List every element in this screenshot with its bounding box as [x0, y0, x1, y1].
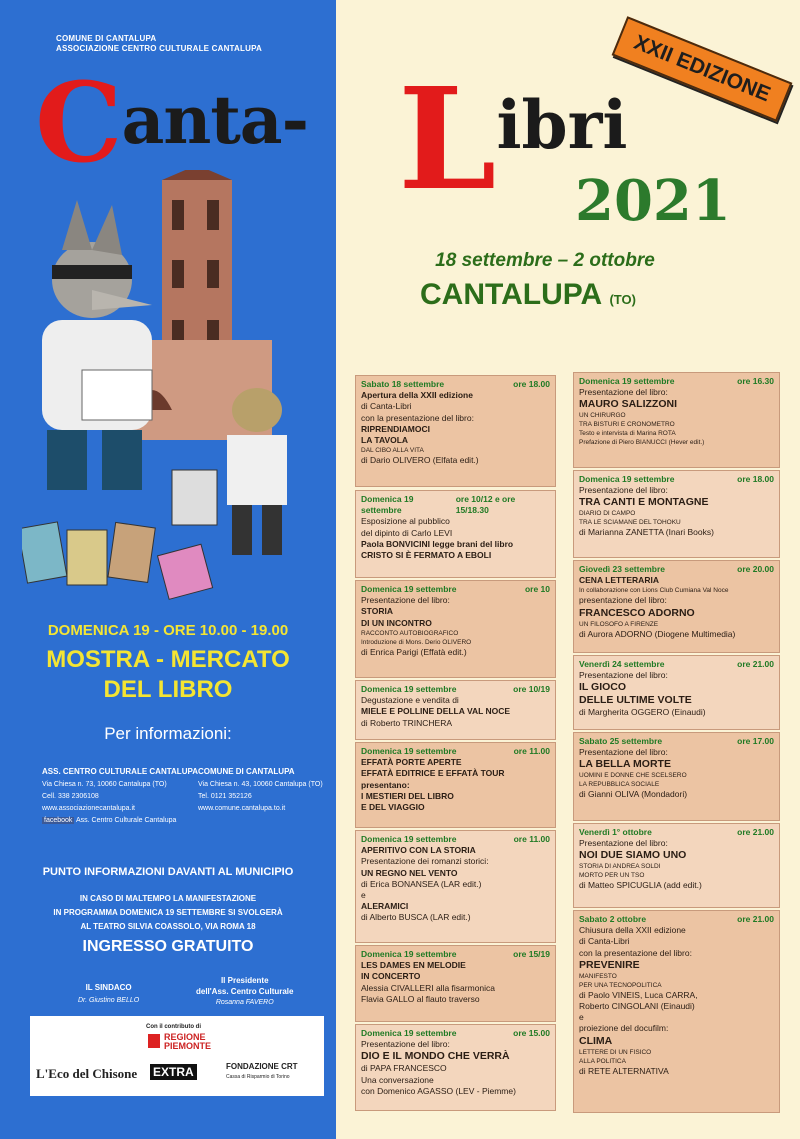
program-day: Domenica 19 settembre — [361, 684, 457, 694]
program-line: Presentazione del libro: — [579, 747, 668, 758]
program-line: DAL CIBO ALLA VITA — [361, 447, 424, 455]
program-line: LA REPUBBLICA SOCIALE — [579, 781, 660, 789]
program-card-header — [579, 659, 774, 670]
program-line: con la presentazione del libro: — [579, 947, 692, 958]
program-line: PER UNA TECNOPOLITICA — [579, 981, 662, 989]
program-card-header — [361, 834, 550, 845]
program-card-header — [579, 564, 774, 575]
program-card — [355, 830, 556, 943]
program-line: ALERAMICI — [361, 901, 409, 912]
program-day: Domenica 19 settembre — [361, 494, 414, 516]
contact-comune — [198, 766, 323, 815]
program-card-header — [361, 949, 550, 960]
program-line: IN CONCERTO — [361, 971, 421, 982]
sponsor-fondazione-sub: Cassa di Risparmio di Torino — [226, 1074, 290, 1080]
program-time: ore 18.00 — [737, 474, 774, 484]
program-card-header — [361, 379, 550, 390]
president-signature — [196, 976, 293, 1008]
program-time: ore 10 — [524, 584, 550, 594]
program-line: MORTO PER UN TSO — [579, 872, 645, 880]
program-line: TRA CANTI E MONTAGNE — [579, 496, 709, 509]
program-line: di Roberto TRINCHERA — [361, 717, 453, 728]
program-time: ore 15/19 — [513, 949, 550, 959]
program-line: di Marianna ZANETTA (Inari Books) — [579, 527, 714, 538]
sponsor-extra: EXTRA — [150, 1064, 197, 1080]
program-line: EFFATÀ PORTE APERTE — [361, 757, 462, 768]
program-card-header — [361, 684, 550, 695]
program-day: Domenica 19 settembre — [361, 834, 457, 844]
program-line: STORIA DI ANDREA SOLDI — [579, 863, 661, 871]
program-time: ore 18.00 — [513, 379, 550, 389]
program-day: Domenica 19 settembre — [361, 949, 457, 959]
title-year: 2021 — [575, 168, 731, 234]
program-day: Domenica 19 settembre — [579, 376, 675, 386]
program-time: ore 17.00 — [737, 736, 774, 746]
program-line: I MESTIERI DEL LIBRO — [361, 790, 454, 801]
program-line: CENA LETTERARIA — [579, 575, 659, 586]
program-line: e — [579, 1012, 584, 1023]
program-line: Una conversazione — [361, 1074, 434, 1085]
program-day: Venerdì 1° ottobre — [579, 827, 652, 837]
program-card-header — [579, 474, 774, 485]
program-card-header — [361, 1028, 550, 1039]
program-card — [355, 742, 556, 828]
program-day: Giovedì 23 settembre — [579, 564, 665, 574]
program-line: presentano: — [361, 779, 410, 790]
program-line: Presentazione del libro: — [579, 838, 668, 849]
program-line: Flavia GALLO al flauto traverso — [361, 993, 480, 1004]
program-time: ore 10/19 — [513, 684, 550, 694]
program-card — [355, 580, 556, 678]
program-card-header — [579, 736, 774, 747]
program-line: LES DAMES EN MELODIE — [361, 960, 466, 971]
program-line: Introduzione di Mons. Derio OLIVERO — [361, 638, 472, 646]
rain-line-2: IN PROGRAMMA DOMENICA 19 SETTEMBRE SI SVOLGERÀ — [53, 908, 283, 917]
program-line: PREVENIRE — [579, 958, 640, 971]
program-card — [355, 945, 556, 1022]
program-line: con Domenico AGASSO (LEV - Piemme) — [361, 1085, 516, 1096]
mayor-signature — [78, 982, 139, 1007]
program-time: ore 21.00 — [737, 827, 774, 837]
program-card-header — [361, 584, 550, 595]
program-line: di Canta-Libri — [361, 401, 412, 412]
program-line: di Paolo VINEIS, Luca CARRA, — [579, 989, 698, 1000]
program-line: FRANCESCO ADORNO — [579, 606, 695, 619]
program-line: NOI DUE SIAMO UNO — [579, 849, 687, 862]
program-line: con la presentazione del libro: — [361, 412, 474, 423]
program-line: di Gianni OLIVA (Mondadori) — [579, 789, 688, 800]
program-card — [355, 1024, 556, 1111]
program-line: presentazione del libro: — [579, 595, 667, 606]
regione-line-1: REGIONE — [164, 1032, 206, 1042]
program-time: ore 11.00 — [513, 834, 550, 844]
contact1-name: ASS. CENTRO CULTURALE CANTALUPA — [42, 767, 198, 776]
program-line: STORIA — [361, 606, 393, 617]
pres-name: Rosanna FAVERO — [215, 999, 274, 1006]
program-line: E DEL VIAGGIO — [361, 802, 425, 813]
contact2-addr: Via Chiesa n. 43, 10060 Cantalupa (TO) — [198, 781, 323, 788]
program-line: di Dario OLIVERO (Elfata edit.) — [361, 455, 479, 466]
contact1-cell: Cell. 338 2306108 — [42, 793, 99, 800]
program-time: ore 21.00 — [737, 659, 774, 669]
info-point: PUNTO INFORMAZIONI DAVANTI AL MUNICIPIO — [42, 866, 294, 878]
program-line: UN FILOSOFO A FIRENZE — [579, 620, 659, 628]
program-line: CLIMA — [579, 1034, 613, 1047]
program-line: e — [361, 890, 366, 901]
program-card — [355, 490, 556, 578]
program-line: UN CHIRURGO — [579, 412, 626, 420]
program-line: di Margherita OGGERO (Einaudi) — [579, 707, 706, 718]
program-line: UN REGNO NEL VENTO — [361, 867, 458, 878]
program-card-header — [579, 914, 774, 925]
program-card — [573, 732, 780, 821]
program-line: di PAPA FRANCESCO — [361, 1063, 447, 1074]
sponsor-with: Con il contributo di — [146, 1024, 201, 1030]
program-card-header — [361, 494, 550, 516]
sponsor-regione — [164, 1033, 211, 1051]
program-line: di Erica BONANSEA (LAR edit.) — [361, 878, 482, 889]
program-card — [573, 823, 780, 908]
rain-line-3: AL TEATRO SILVIA COASSOLO, VIA ROMA 18 — [80, 922, 256, 931]
program-line: del dipinto di Carlo LEVI — [361, 527, 453, 538]
program-line: di RETE ALTERNATIVA — [579, 1065, 669, 1076]
program-card — [355, 375, 556, 487]
program-line: UOMINI E DONNE CHE SCELSERO — [579, 772, 687, 780]
program-day: Venerdì 24 settembre — [579, 659, 665, 669]
program-line: MANIFESTO — [579, 972, 617, 980]
program-day: Sabato 2 ottobre — [579, 914, 647, 924]
program-line: Presentazione del libro: — [579, 387, 668, 398]
program-card — [573, 470, 780, 558]
program-time: ore 15.00 — [513, 1028, 550, 1038]
program-time: ore 10/12 e ore 15/18.30 — [455, 494, 516, 516]
program-card-header — [579, 827, 774, 838]
program-line: di Canta-Libri — [579, 936, 630, 947]
program-day: Sabato 18 settembre — [361, 379, 445, 389]
program-line: LETTERE DI UN FISICO — [579, 1048, 652, 1056]
program-line: TRA BISTURI E CRONOMETRO — [579, 421, 675, 429]
program-line: Testo e intervista di Marina ROTA — [579, 430, 676, 438]
info-heading: Per informazioni: — [104, 724, 232, 743]
program-line: In collaborazione con Lions Club Cumiana Val Noce — [579, 587, 729, 595]
title-word-1 — [35, 58, 308, 187]
contact1-addr: Via Chiesa n. 73, 10060 Cantalupa (TO) — [42, 781, 167, 788]
program-time: ore 20.00 — [737, 564, 774, 574]
event-dates: 18 settembre – 2 ottobre — [435, 250, 655, 271]
program-card-header — [361, 746, 550, 757]
program-line: Presentazione del libro: — [361, 1039, 450, 1050]
program-line: CRISTO SI È FERMATO A EBOLI — [361, 550, 492, 561]
program-line: Presentazione del libro: — [361, 595, 450, 606]
sponsors-box — [30, 1016, 324, 1096]
program-time: ore 16.30 — [737, 376, 774, 386]
program-line: ALLA POLITICA — [579, 1057, 626, 1065]
program-line: RIPRENDIAMOCI — [361, 423, 430, 434]
wolf-reader-illustration — [22, 170, 312, 610]
regione-flag-icon — [148, 1034, 160, 1048]
program-card — [573, 655, 780, 730]
program-line: RACCONTO AUTOBIOGRAFICO — [361, 629, 459, 637]
program-line: Chiusura della XXII edizione — [579, 925, 686, 936]
program-line: Presentazione del libro: — [579, 485, 668, 496]
program-time: ore 21.00 — [737, 914, 774, 924]
program-line: MIELE E POLLINE DELLA VAL NOCE — [361, 706, 511, 717]
edition-badge: XXII EDIZIONE — [612, 16, 793, 122]
program-line: di Alberto BUSCA (LAR edit.) — [361, 912, 471, 923]
program-line: DI UN INCONTRO — [361, 617, 432, 628]
contact1-web[interactable]: www.associazionecantalupa.it — [42, 805, 135, 812]
program-line: di Matteo SPICUGLIA (add edit.) — [579, 880, 702, 891]
contact2-tel: Tel. 0121 352126 — [198, 793, 252, 800]
rain-line-1: IN CASO DI MALTEMPO LA MANIFESTAZIONE — [79, 894, 257, 903]
program-line: Roberto CINGOLANI (Einaudi) — [579, 1001, 695, 1012]
program-day: Sabato 25 settembre — [579, 736, 663, 746]
program-line: EFFATÀ EDITRICE E EFFATÀ TOUR — [361, 768, 505, 779]
place-name: CANTALUPA — [420, 278, 602, 311]
contact2-name: COMUNE DI CANTALUPA — [198, 767, 295, 776]
org-line-1: COMUNE DI CANTALUPA — [56, 34, 157, 43]
program-line: Presentazione dei romanzi storici: — [361, 856, 489, 867]
program-card — [355, 680, 556, 740]
sponsor-eco: L'Eco del Chisone — [36, 1066, 138, 1081]
program-card — [573, 910, 780, 1113]
program-card-header — [579, 376, 774, 387]
fair-title-2: DEL LIBRO — [103, 676, 233, 703]
program-line: Alessia CIVALLERI alla fisarmonica — [361, 982, 496, 993]
program-day: Domenica 19 settembre — [361, 1028, 457, 1038]
program-line: LA TAVOLA — [361, 435, 409, 446]
pres-role-2: dell'Ass. Centro Culturale — [196, 987, 294, 996]
contact1-fb[interactable]: Ass. Centro Culturale Cantalupa — [75, 817, 177, 824]
facebook-icon: facebook — [44, 817, 73, 824]
program-line: Paola BONVICINI legge brani del libro — [361, 538, 514, 549]
title-rest-1: anta- — [121, 81, 308, 159]
pres-role-1: Il Presidente — [220, 976, 269, 985]
program-line: DIARIO DI CAMPO — [579, 510, 636, 518]
program-line: IL GIOCO — [579, 681, 627, 694]
program-line: Degustazione e vendita di — [361, 695, 459, 706]
title-cap-l: L — [398, 58, 497, 222]
program-line: di Aurora ADORNO (Diogene Multimedia) — [579, 628, 736, 639]
program-line: APERITIVO CON LA STORIA — [361, 845, 476, 856]
program-line: Presentazione del libro: — [579, 670, 668, 681]
contact2-web[interactable]: www.comune.cantalupa.to.it — [198, 805, 286, 812]
title-cap-c: C — [35, 58, 122, 187]
program-day: Domenica 19 settembre — [361, 584, 457, 594]
mayor-role: IL SINDACO — [85, 983, 132, 992]
sponsor-fondazione: FONDAZIONE CRT — [226, 1062, 298, 1071]
org-line-2: ASSOCIAZIONE CENTRO CULTURALE CANTALUPA — [56, 44, 263, 53]
program-line: Prefazione di Piero BIANUCCI (Hever edit.) — [579, 439, 705, 447]
program-line: MAURO SALIZZONI — [579, 398, 677, 411]
event-place — [420, 278, 636, 312]
program-line: LA BELLA MORTE — [579, 758, 671, 771]
program-card — [573, 560, 780, 653]
title-rest-2: ibri — [496, 86, 628, 164]
regione-line-2: PIEMONTE — [164, 1041, 212, 1051]
fair-time: DOMENICA 19 - ORE 10.00 - 19.00 — [47, 622, 289, 639]
program-day: Domenica 19 settembre — [579, 474, 675, 484]
fair-title-1: MOSTRA - MERCATO — [46, 646, 290, 673]
program-line: Esposizione al pubblico — [361, 516, 450, 527]
program-line: proiezione del docufilm: — [579, 1023, 669, 1034]
program-line: DELLE ULTIME VOLTE — [579, 694, 692, 707]
program-line: di Enrica Parigi (Effatà edit.) — [361, 646, 467, 657]
province: (TO) — [609, 292, 636, 307]
free-entry: INGRESSO GRATUITO — [82, 938, 254, 955]
contact-association — [42, 766, 198, 827]
program-line: TRA LE SCIAMANE DEL TOHOKU — [579, 519, 681, 527]
program-day: Domenica 19 settembre — [361, 746, 457, 756]
program-card — [573, 372, 780, 468]
program-line: DIO E IL MONDO CHE VERRÀ — [361, 1050, 510, 1063]
mayor-name: Dr. Giustino BELLO — [78, 997, 140, 1004]
program-line: Apertura della XXII edizione — [361, 390, 473, 401]
program-time: ore 11.00 — [513, 746, 550, 756]
